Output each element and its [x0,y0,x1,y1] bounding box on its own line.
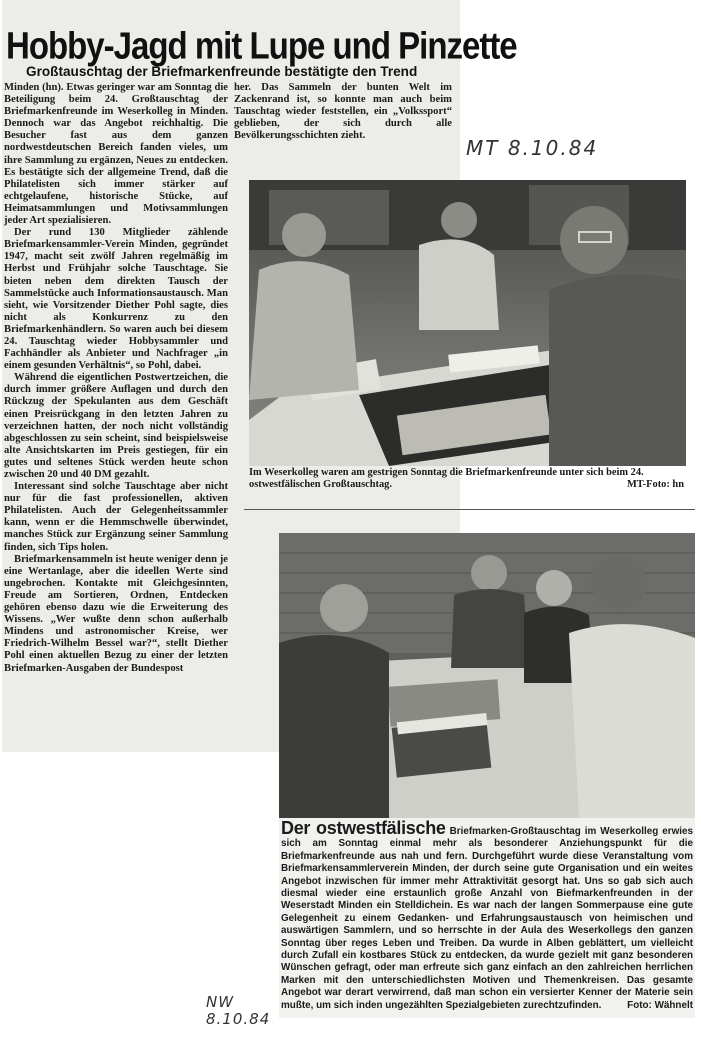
paragraph: Minden (hn). Etwas geringer war am Sonntag die Beteiligung beim 24. Großtauschtag der Briefmarkenfreunde im Weserkolleg in Minden. Dennoch war das Angebot reichhaltig. Die Besucher fast aus dem ganzen nordwestdeutschen Bereich fanden vieles, um ihre Sammlung zu ergänzen, Neues zu entdecken. Es bestätigte sich der allgemeine Trend, daß die Philatelisten sich immer stärker auf echtgelaufene, historische Stücke, auf Heimatsammlungen und Motivsammlungen jeder Art spezialisieren. [4,82,228,227]
handwritten-date-note: MT 8.10.84 [466,136,599,160]
photo-collectors-with-albums [279,533,695,818]
article-2-body: Briefmarken-Großtauschtag im Weserkolleg erwies sich am Sonntag einmal mehr als besonderer Anziehungspunkt für die Briefmarkenfreunde aus nah und fern. Durchgeführt wurde diese Veranstaltung vom Briefmarkensammlerverein Minden, der durch seine gute Organisation und ein weites Angebot inzwischen für immer mehr Attraktivität gesorgt hat. Uns so gab sich auch diesmal wieder eine erstaunlich große Anzahl von Biefmarkenfreunden in der Weserstadt Minden ein Stelldichein. Es war nach der langen Sommerpause eine gute Gelegenheit zu einem Gedanken- und Erfahrungsaustausch von heimischen und auswärtigen Sammlern, und so herrschte in der Aula des Weserkollegs den ganzen Sonntag über reges Leben und Treiben. Da wurde in Alben geblättert, um vielleicht durch Zufall ein kostbares Stück zu entdecken, da wurde gezielt mit ganz besonderen Wünschen gefragt, oder man erfreute sich ganz einfach an den zahlreichen herrlichen Marken mit den unterschiedlichsten Motiven und Themenkreisen. Das gesamte Angebot war derart verwirrend, daß man schon ein versierter Kenner der Materie sein mußte, um sich inden ungezählten Spezialgebieten zurechtzufinden. [281,826,693,1011]
handwritten-source-line-2: 8.10.84 [206,1010,271,1028]
photo-1-illustration [249,180,686,466]
photo-1-caption [249,467,686,491]
handwritten-source-line-1: NW [206,993,235,1011]
article-2-text [281,818,693,1012]
headline: Hobby-Jagd mit Lupe und Pinzette [6,24,517,67]
divider-rule [244,509,695,510]
photo-1-caption-text: Im Weserkolleg waren am gestrigen Sonntag die Briefmarkenfreunde unter sich beim 24. ostwestfälischen Großtauschtag. [249,467,644,490]
paragraph: Briefmarkensammeln ist heute weniger denn je eine Wertanlage, aber die ideellen Werte sind ungebrochen. Kontakte mit Gleichgesinnten, Freude am Sortieren, Ordnen, Entdecken gehören ebenso dazu wie die Erweiterung des Wissens. „Wer wußte denn schon außerhalb Mindens und astronomischer Kreise, wer Friedrich-Wilhelm Bessel war?“, stellt Diether Pohl einen aktuellen Bezug zu einer der letzten Briefmarken-Ausgaben der Bundespost [4,553,228,674]
paragraph: her. Das Sammeln der bunten Welt im Zackenrand ist, so konnte man auch beim Tauschtag wieder feststellen, ein „Volkssport“ geblieben, der sich durch alle Bevölkerungsschichten zieht. [234,82,452,142]
subheadline: Großtauschtag der Briefmarkenfreunde bestätigte den Trend [26,64,418,79]
article-2-lead: Der ostwestfälische [281,818,446,838]
paragraph: Interessant sind solche Tauschtage aber nicht nur für die fast professionellen, aktiven Philatelisten. Auch der Gelegenheitssammler kann, wenn er die Hemmschwelle überwindet, manches Stück zur Ergänzung seiner Sammlung finden, sich Tips holen. [4,481,228,553]
paragraph: Während die eigentlichen Postwertzeichen, die durch immer größere Auflagen und durch den Rückzug der Spekulanten aus dem Geschäft einen Preisrückgang in den letzten Jahren zu verzeichnen hatten, der noch nicht vollständig abgeschlossen zu sein scheint, sind beispielsweise alte Ansichtskarten im Preis gestiegen, für ein gutes und seltenes Stück werden heute schon zwischen 20 und 40 DM gezahlt. [4,372,228,480]
photo-1-credit: MT-Foto: hn [626,479,684,490]
handwritten-source-note [206,994,270,1028]
article-column-2 [234,82,452,142]
photo-stamp-fair-collectors [249,180,686,466]
paragraph: Der rund 130 Mitglieder zählende Briefmarkensammler-Verein Minden, gegründet 1947, macht seit zwölf Jahren regelmäßig im Herbst und Frühjahr solche Tauschtage. Sie bieten neben dem direkten Tausch der Sammelstücke auch Informationsaustausch. Man sieht, wie Vorsitzender Diether Pohl sagte, dies nicht als Konkurrenz zu den Briefmarkenhändlern. So waren auch bei diesem 24. Tauschtag wieder Hobbysammler und Fachhändler als Anbieter und Nachfrager „in einem gesunden Verhältnis“, so Pohl, dabei. [4,227,228,372]
photo-2-credit: Foto: Wähnelt [627,999,693,1011]
article-column-1 [4,82,228,675]
photo-2-illustration [279,533,695,818]
